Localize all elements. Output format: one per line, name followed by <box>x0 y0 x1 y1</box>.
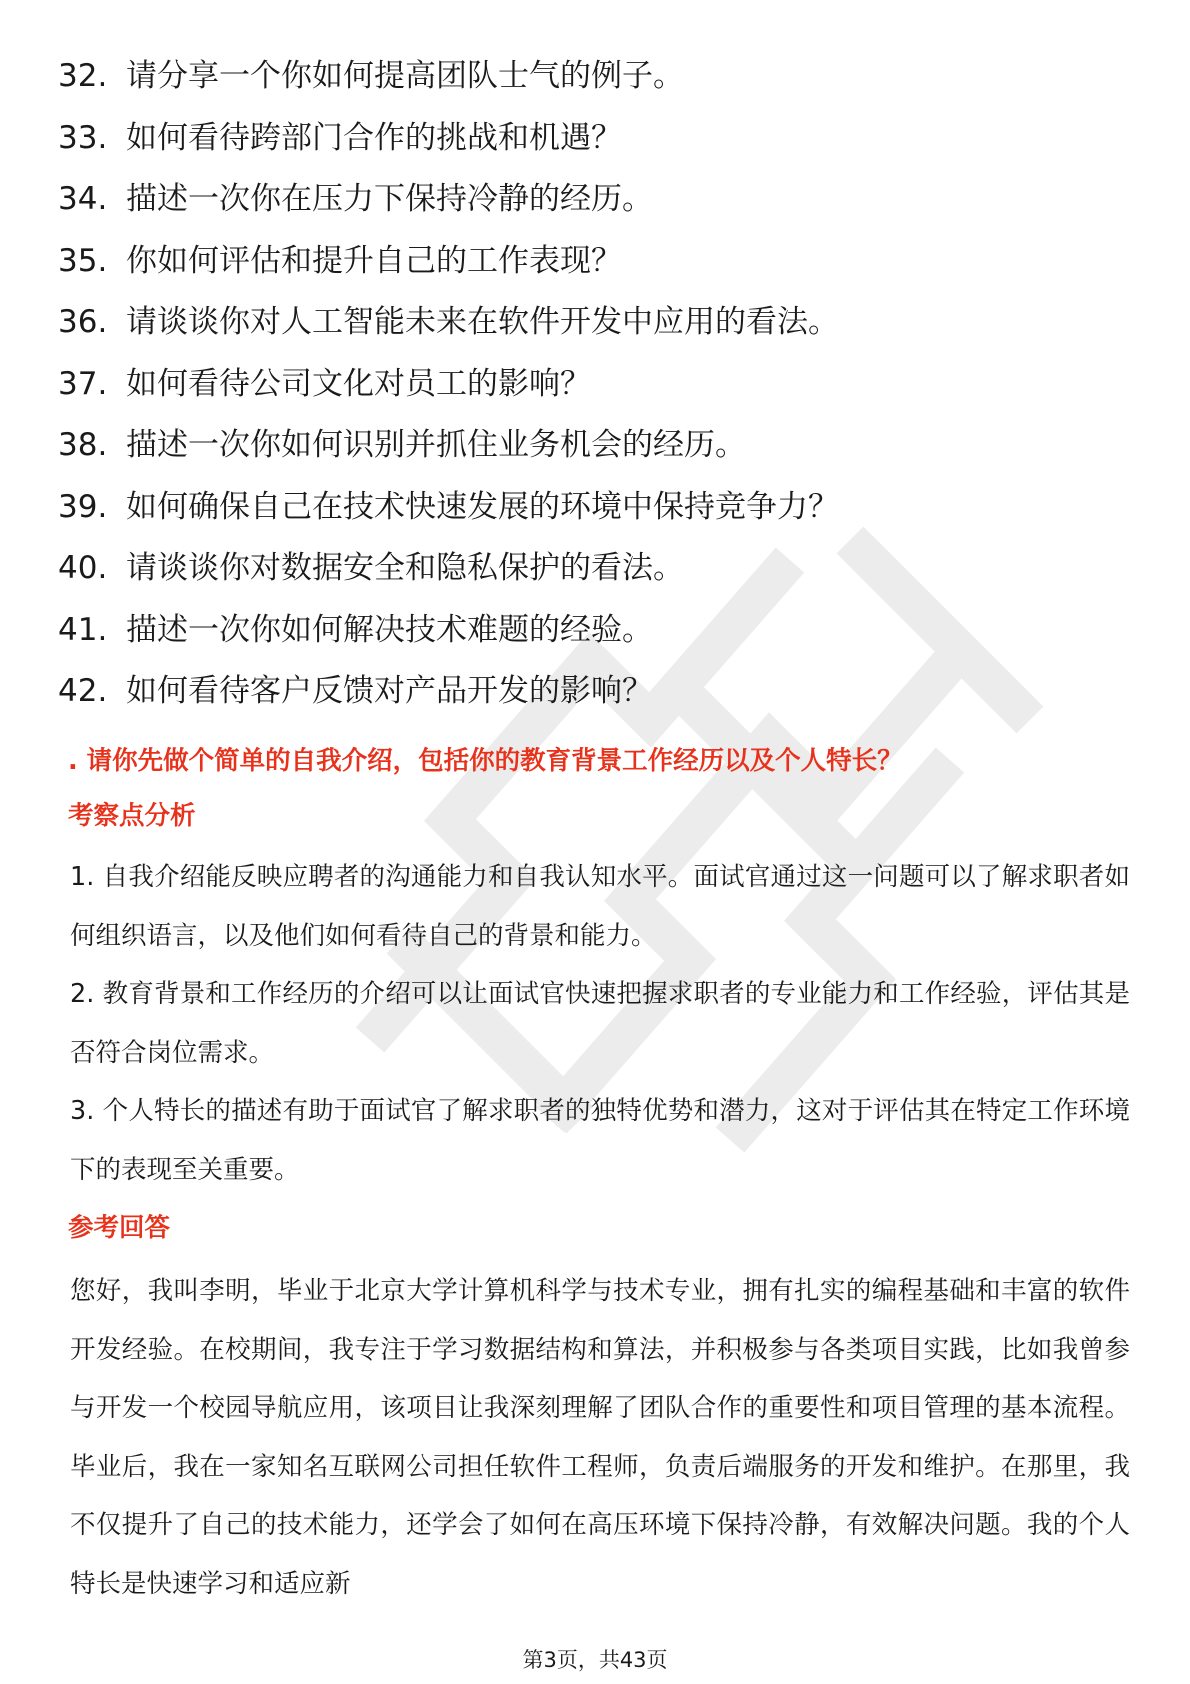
list-item <box>58 600 1138 662</box>
question-number: 33. <box>58 119 108 156</box>
list-item <box>58 415 1138 477</box>
question-text: 如何看待公司文化对员工的影响？ <box>126 365 591 402</box>
question-number: 40. <box>58 550 108 586</box>
analysis-heading: 考察点分析 <box>68 801 196 831</box>
question-number: 42. <box>58 673 108 709</box>
section-question-heading: . 请你先做个简单的自我介绍，包括你的教育背景工作经历以及个人特长？ <box>68 746 903 776</box>
question-text: 描述一次你在压力下保持冷静的经历。 <box>126 181 653 217</box>
question-number: 34. <box>58 181 108 217</box>
list-item <box>58 169 1138 231</box>
question-number: 37. <box>58 365 108 402</box>
question-text: 如何看待跨部门合作的挑战和机遇？ <box>126 119 622 156</box>
list-item <box>58 477 1138 539</box>
analysis-point: 1. 自我介绍能反映应聘者的沟通能力和自我认知水平。面试官通过这一问题可以了解求职者如何组织语言，以及他们如何看待自己的背景和能力。 <box>70 862 1130 951</box>
question-number: 36. <box>58 304 108 340</box>
question-number: 32. <box>58 58 108 94</box>
list-item <box>58 538 1138 600</box>
answer-paragraph: 您好，我叫李明，毕业于北京大学计算机科学与技术专业，拥有扎实的编程基础和丰富的软件开发经验。在校期间，我专注于学习数据结构和算法，并积极参与各类项目实践，比如我曾参与开发一个校园导航应用，该项目让我深刻理解了团队合作的重要性和项目管理的基本流程。毕业后，我在一家知名互联网公司担任软件工程师，负责后端服务的开发和维护。在那里，我不仅提升了自己的技术能力，还学会了如何在高压环境下保持冷静，有效解决问题。我的个人特长是快速学习和适应新 <box>70 1276 1130 1599</box>
question-text: 如何确保自己在技术快速发展的环境中保持竞争力？ <box>126 488 839 525</box>
analysis-point: 2. 教育背景和工作经历的介绍可以让面试官快速把握求职者的专业能力和工作经验，评估其是否符合岗位需求。 <box>70 979 1130 1068</box>
list-item <box>58 231 1138 293</box>
question-list <box>58 46 1138 723</box>
question-number: 38. <box>58 427 108 463</box>
question-number: 41. <box>58 611 108 648</box>
list-item <box>58 46 1138 108</box>
question-text: 如何看待客户反馈对产品开发的影响？ <box>126 673 653 709</box>
page-number: 第3页，共43页 <box>522 1648 668 1672</box>
list-item <box>58 661 1138 723</box>
question-text: 请谈谈你对人工智能未来在软件开发中应用的看法。 <box>126 304 839 340</box>
list-item <box>58 292 1138 354</box>
question-number: 35. <box>58 242 108 279</box>
question-text: 描述一次你如何解决技术难题的经验。 <box>126 611 653 648</box>
question-text: 请分享一个你如何提高团队士气的例子。 <box>126 58 684 94</box>
question-text: 请谈谈你对数据安全和隐私保护的看法。 <box>126 550 684 586</box>
list-item <box>58 108 1138 170</box>
list-item <box>58 354 1138 416</box>
question-text: 描述一次你如何识别并抓住业务机会的经历。 <box>126 427 746 463</box>
question-number: 39. <box>58 488 108 525</box>
analysis-point: 3. 个人特长的描述有助于面试官了解求职者的独特优势和潜力，这对于评估其在特定工作环境下的表现至关重要。 <box>70 1096 1130 1185</box>
question-text: 你如何评估和提升自己的工作表现？ <box>126 242 622 279</box>
answer-heading: 参考回答 <box>68 1213 171 1243</box>
